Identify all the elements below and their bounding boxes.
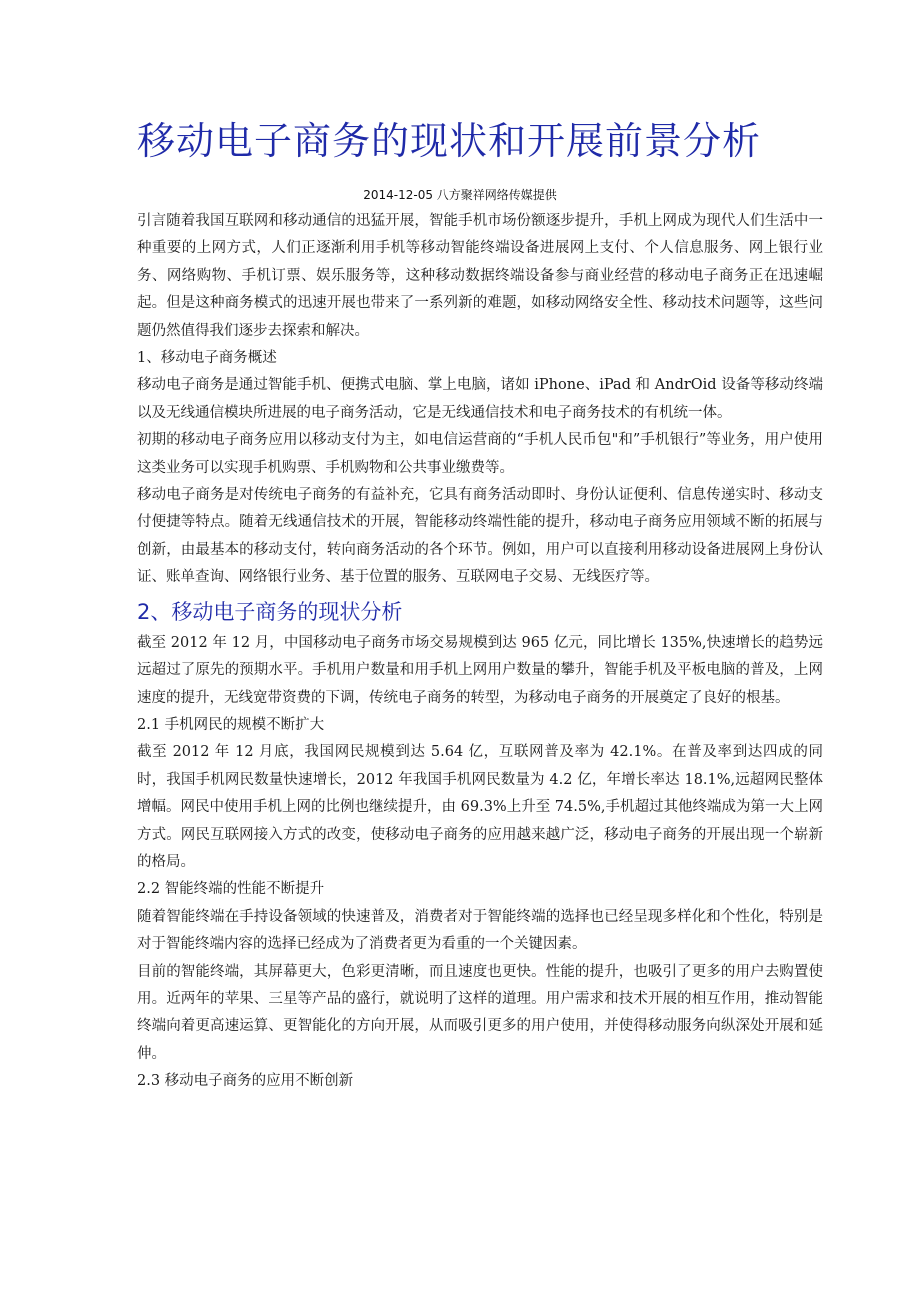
- intro-paragraph: 引言随着我国互联网和移动通信的迅猛开展，智能手机市场份额逐步提升，手机上网成为现代人们生活中一种重要的上网方式，人们正逐渐利用手机等移动智能终端设备进展网上支付、个人信息服务、网上银行业务、网络购物、手机订票、娱乐服务等，这种移动数据终端设备参与商业经营的移动电子商务正在迅速崛起。但是这种商务模式的迅速开展也带来了一系列新的难题，如移动网络安全性、移动技术问题等，这些问题仍然值得我们逐步去探索和解决。: [137, 213, 823, 339]
- section-2-heading: 2、移动电子商务的现状分析: [137, 599, 403, 624]
- section-2-paragraph-1: 截至 2012 年 12 月，中国移动电子商务市场交易规模到达 965 亿元，同比增长 135%,快速增长的趋势远远超过了原先的预期水平。手机用户数量和用手机上网用户数量的攀升，智能手机及平板电脑的普及，上网速度的提升，无线宽带资费的下调，传统电子商务的转型，为移动电子商务的开展奠定了良好的根基。: [137, 634, 823, 706]
- document-subtitle: 2014-12-05 八方聚祥网络传媒提供: [363, 188, 557, 202]
- section-1-heading: 1、移动电子商务概述: [137, 350, 277, 367]
- section-2-2-heading: 2.2 智能终端的性能不断提升: [137, 881, 325, 898]
- section-1-paragraph-2: 初期的移动电子商务应用以移动支付为主，如电信运营商的“手机人民币包"和”手机银行”等业务，用户使用这类业务可以实现手机购票、手机购物和公共事业缴费等。: [137, 432, 823, 476]
- section-2-3-heading: 2.3 移动电子商务的应用不断创新: [137, 1073, 354, 1090]
- section-1-paragraph-3: 移动电子商务是对传统电子商务的有益补充，它具有商务活动即时、身份认证便利、信息传递实时、移动支付便捷等特点。随着无线通信技术的开展，智能移动终端性能的提升，移动电子商务应用领域不断的拓展与创新，由最基本的移动支付，转向商务活动的各个环节。例如，用户可以直接利用移动设备进展网上身份认证、账单查询、网络银行业务、基于位置的服务、互联网电子交易、无线医疗等。: [137, 487, 823, 586]
- section-1-paragraph-1: 移动电子商务是通过智能手机、便携式电脑、掌上电脑，诸如 iPhone、iPad 和 AndrOid 设备等移动终端以及无线通信模块所进展的电子商务活动，它是无线通信技术和电子商务技术的有机统一体。: [137, 377, 823, 421]
- document-title: 移动电子商务的现状和开展前景分析: [137, 119, 762, 163]
- section-2-2-paragraph-1: 随着智能终端在手持设备领域的快速普及，消费者对于智能终端的选择也已经呈现多样化和个性化，特别是对于智能终端内容的选择已经成为了消费者更为看重的一个关键因素。: [137, 908, 823, 953]
- section-2-2-paragraph-2: 目前的智能终端，其屏幕更大，色彩更清晰，而且速度也更快。性能的提升，也吸引了更多的用户去购置使用。近两年的苹果、三星等产品的盛行，就说明了这样的道理。用户需求和技术开展的相互作用，推动智能终端向着更高速运算、更智能化的方向开展，从而吸引更多的用户使用，并使得移动服务向纵深处开展和延伸。: [137, 963, 823, 1062]
- section-2-1-paragraph-1: 截至 2012 年 12 月底，我国网民规模到达 5.64 亿，互联网普及率为 42.1%。在普及率到达四成的同时，我国手机网民数量快速增长，2012 年我国手机网民数量为 4.2 亿，年增长率达 18.1%,远超网民整体增幅。网民中使用手机上网的比例也继续提升，由 69.3%上升至 74.5%,手机超过其他终端成为第一大上网方式。网民互联网接入方式的改变，使移动电子商务的应用越来越广泛，移动电子商务的开展出现一个崭新的格局。: [137, 744, 823, 870]
- document-body: [137, 208, 823, 1096]
- section-2-1-heading: 2.1 手机网民的规模不断扩大: [137, 716, 325, 733]
